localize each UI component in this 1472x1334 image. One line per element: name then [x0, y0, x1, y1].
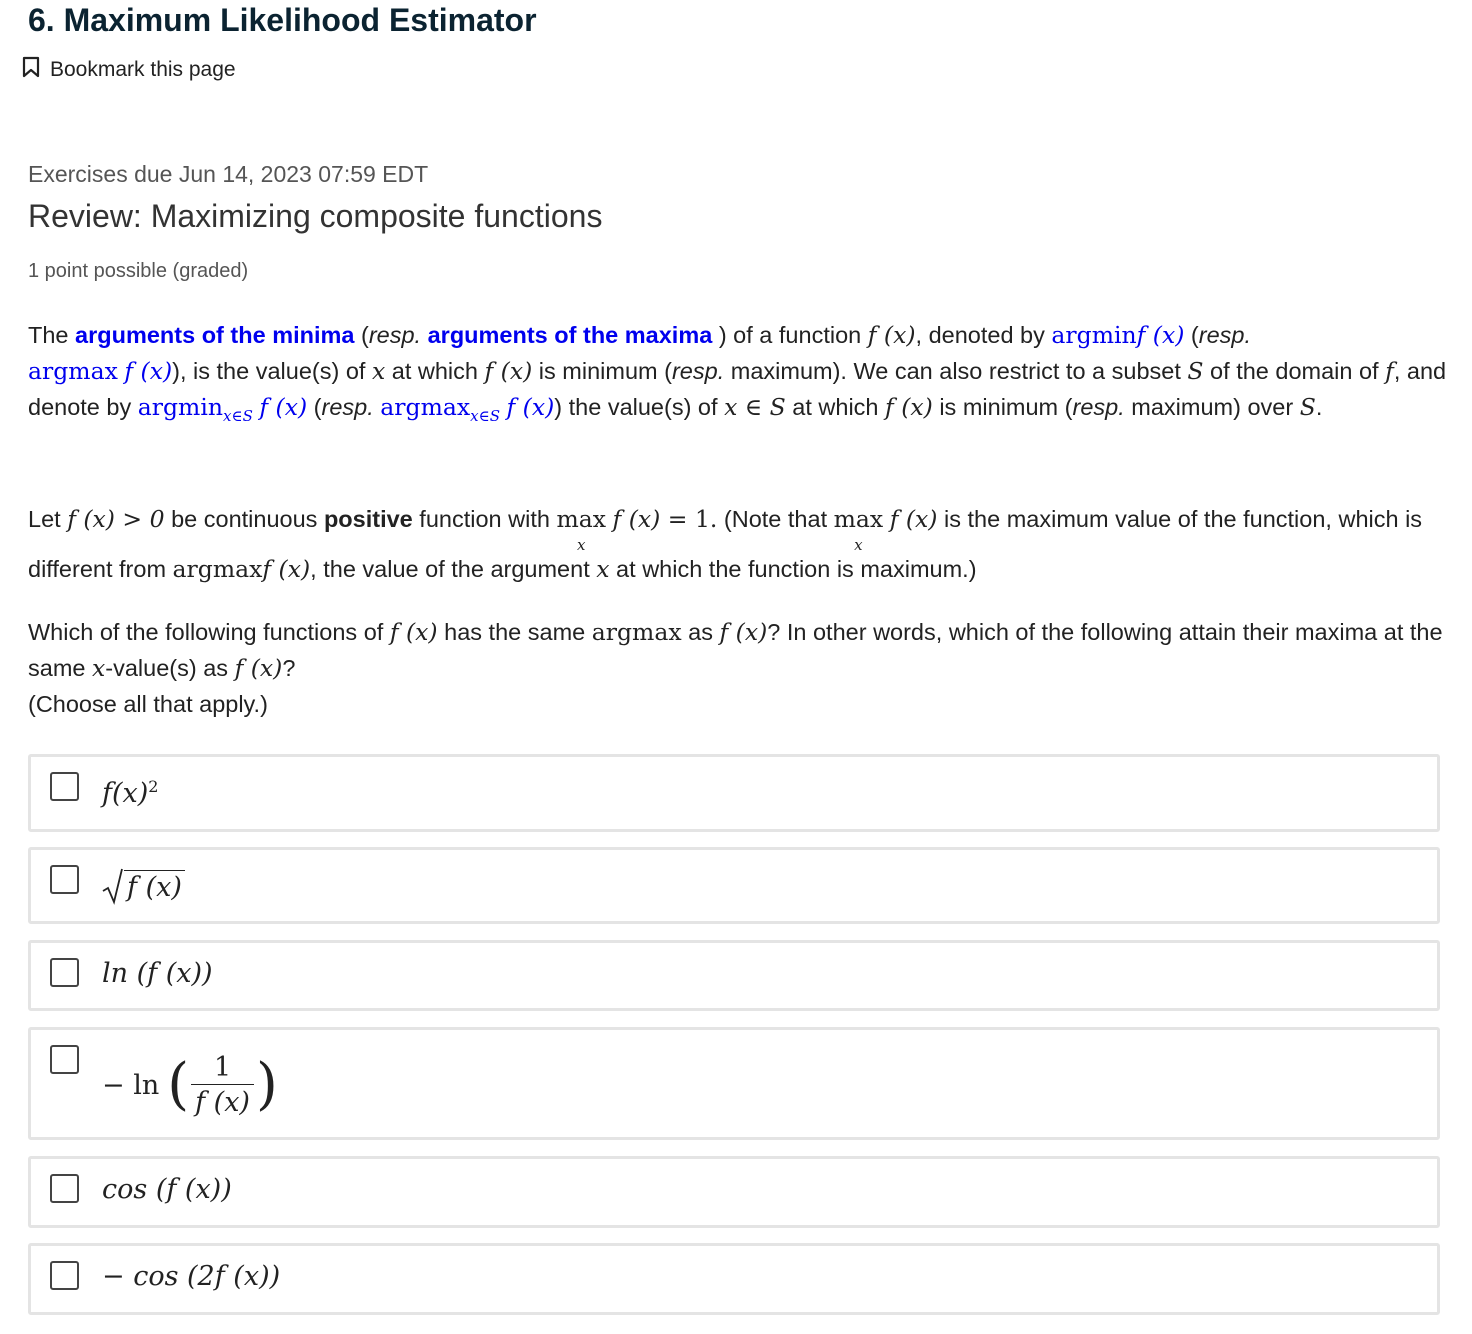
page-title: 6. Maximum Likelihood Estimator — [28, 2, 537, 38]
option-5-label: cos (f (x)) — [102, 1174, 232, 1205]
argmin-term: argmin — [1051, 321, 1137, 349]
choice-option-3[interactable] — [28, 940, 1440, 1011]
left-paren: ( — [167, 1052, 190, 1117]
definition-paragraph: The arguments of the minima (resp. arguments of the maxima ) of a function f (x), denoted by argminf (x) (resp. argmax f (x)), is the value(s) of x at which f (x) is minimum (resp. maximum). We can also restrict to a subset S of the domain of f, and denote by argmin$_{x\in S}$ f (x) (resp. argmax$_{x\in S}$ f (x)) the value(s) of x ∈ S at which f (x) is minimum (resp. maximum) over S. — [28, 321, 1447, 425]
bookmark-button[interactable] — [22, 56, 236, 84]
checkbox-option-2[interactable] — [50, 865, 79, 894]
option-1-label: $f(x)^2$ — [102, 777, 159, 809]
option-4-label: − ln ( 1 f (x) ) — [102, 1044, 278, 1126]
choice-option-1[interactable] — [28, 754, 1440, 832]
choice-option-5[interactable] — [28, 1156, 1440, 1228]
link-arguments-minima[interactable]: arguments of the minima — [75, 322, 355, 348]
argmax-term: argmax — [28, 357, 118, 385]
choice-option-4[interactable] — [28, 1027, 1440, 1140]
checkbox-option-5[interactable] — [50, 1174, 79, 1203]
due-date: Exercises due Jun 14, 2023 07:59 EDT — [28, 161, 429, 187]
checkbox-option-4[interactable] — [50, 1045, 79, 1074]
checkbox-option-1[interactable] — [50, 772, 79, 801]
assumption-paragraph: Let f (x) > 0 be continuous positive function with max x f (x) = 1. (Note that max x f (x) is the maximum value of the function, which is different from argmaxf (x), the value of the argument x at which the function is maximum.) — [28, 505, 1423, 583]
option-3-label: ln (f (x)) — [102, 958, 213, 989]
link-arguments-maxima[interactable]: arguments of the maxima — [427, 322, 713, 348]
bookmark-icon — [22, 56, 40, 84]
checkbox-option-3[interactable] — [50, 958, 79, 987]
points-possible: 1 point possible (graded) — [28, 260, 249, 282]
sqrt-sign-icon — [102, 867, 124, 905]
choice-option-2[interactable] — [28, 847, 1440, 924]
option-2-label: f (x) — [102, 867, 185, 912]
option-6-label: − cos (2f (x)) — [102, 1261, 281, 1292]
question-paragraph: Which of the following functions of f (x) has the same argmax as f (x)? In other words, which of the following attain their maxima at the same x-value(s) as f (x)? (Choose all that apply.) — [28, 618, 1443, 717]
choice-option-6[interactable] — [28, 1243, 1440, 1315]
problem-title: Review: Maximizing composite functions — [28, 198, 603, 234]
checkbox-option-6[interactable] — [50, 1261, 79, 1290]
right-paren: ) — [255, 1052, 278, 1117]
bookmark-label: Bookmark this page — [50, 58, 236, 81]
